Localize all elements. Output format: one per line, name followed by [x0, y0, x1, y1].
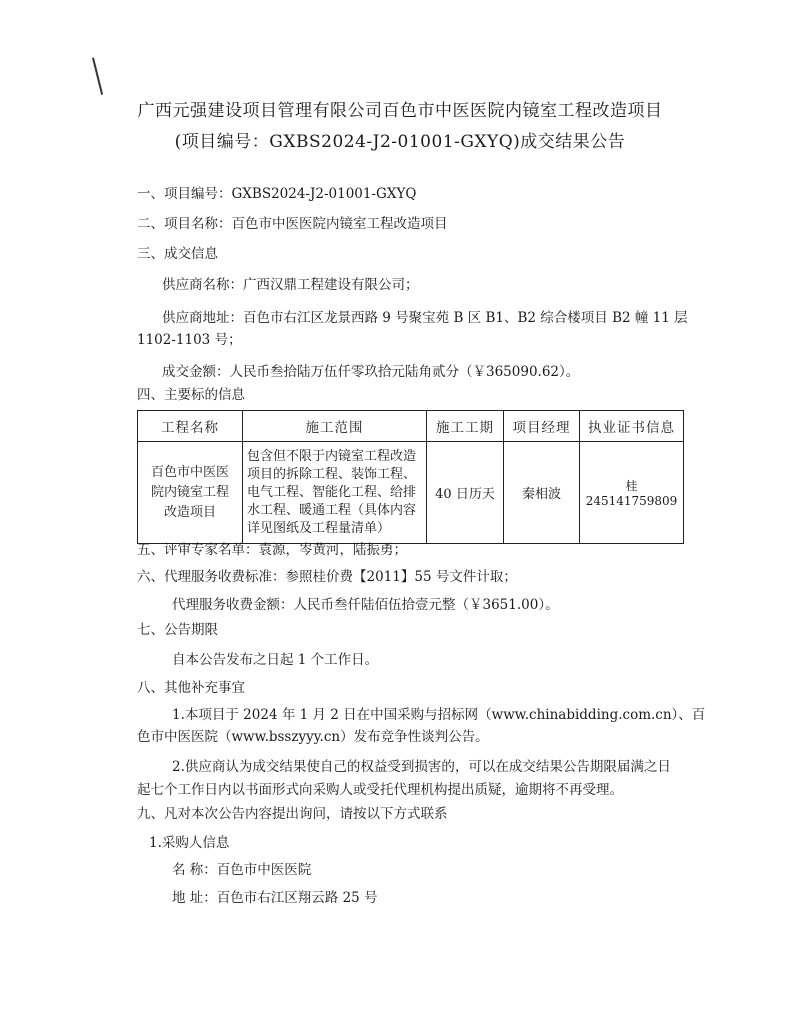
- agency-fee-amount: 代理服务收费金额：人民币叁仟陆佰伍拾壹元整（￥3651.00）。: [172, 597, 559, 613]
- cell-scope: [243, 442, 427, 544]
- table-header-row: [138, 411, 684, 442]
- project-name-line: 院内镜室工程: [150, 484, 229, 500]
- section-other-matters: 八、其他补充事宜: [137, 680, 245, 696]
- header-certificate: 执业证书信息: [580, 411, 684, 442]
- header-duration: 施工工期: [427, 411, 504, 442]
- title-line-1: 广西元强建设项目管理有限公司百色市中医医院内镜室工程改造项目: [137, 101, 663, 121]
- notice-period-text: 自本公告发布之日起 1 个工作日。: [172, 652, 379, 668]
- section-deal-info: 三、成交信息: [137, 246, 218, 262]
- table-row: [138, 442, 684, 544]
- supplier-name: 供应商名称：广西汉鼎工程建设有限公司；: [162, 277, 419, 293]
- header-project-name: 工程名称: [138, 411, 243, 442]
- section-main-subject: 四、主要标的信息: [137, 387, 245, 403]
- cell-manager: 秦相波: [504, 442, 580, 544]
- supplier-address-line-2: 1102-1103 号；: [137, 332, 242, 348]
- note-1-line-2: 色市中医医院（www.bsszyyy.cn）发布竞争性谈判公告。: [137, 729, 489, 745]
- section-contact: 九、凡对本次公告内容提出询问，请按以下方式联系: [137, 806, 448, 822]
- title-line-2: (项目编号：GXBS2024-J2-01001-GXYQ)成交结果公告: [174, 132, 626, 152]
- project-name-line: 改造项目: [163, 504, 216, 520]
- header-scope: 施工范围: [243, 411, 427, 442]
- scope-line: 项目的拆除工程、装饰工程、: [247, 466, 417, 482]
- note-2-line-2: 起七个工作日内以书面形式向采购人或受托代理机构提出质疑，逾期将不再受理。: [137, 782, 623, 798]
- subject-table: [137, 410, 684, 544]
- section-review-experts: 五、评审专家名单：袁源，岑黄河，陆振勇；: [137, 542, 407, 558]
- buyer-address: 地 址：百色市右江区翔云路 25 号: [172, 890, 378, 906]
- scope-line: 包含但不限于内镜室工程改造: [247, 448, 417, 464]
- cell-duration: 40 日历天: [427, 442, 504, 544]
- supplier-address-line-1: 供应商地址：百色市右江区龙景西路 9 号聚宝苑 B 区 B1、B2 综合楼项目 B2 幢 11 层: [162, 310, 688, 326]
- buyer-name: 名 称：百色市中医医院: [172, 862, 312, 878]
- note-2-line-1: 2.供应商认为成交结果使自己的权益受到损害的，可以在成交结果公告期限届满之日: [172, 759, 671, 775]
- scope-line: 详见图纸及工程量清单）: [247, 520, 391, 536]
- section-project-number: 一、项目编号：GXBS2024-J2-01001-GXYQ: [137, 186, 417, 202]
- header-manager: 项目经理: [504, 411, 580, 442]
- buyer-info-title: 1.采购人信息: [149, 835, 230, 851]
- deal-amount: 成交金额：人民币叁拾陆万伍仟零玖拾元陆角贰分（￥365090.62）。: [162, 364, 580, 380]
- section-project-name: 二、项目名称：百色市中医医院内镜室工程改造项目: [137, 216, 448, 232]
- section-agency-fee-standard: 六、代理服务收费标准：参照桂价费【2011】55 号文件计取；: [137, 569, 517, 585]
- project-name-line: 百色市中医医: [150, 464, 229, 480]
- pen-mark: [92, 58, 103, 95]
- cell-project-name: [138, 442, 243, 544]
- section-notice-period: 七、公告期限: [137, 622, 218, 638]
- scope-line: 电气工程、智能化工程、给排: [247, 484, 417, 500]
- scope-line: 水工程、暖通工程（具体内容: [247, 502, 417, 518]
- cell-certificate: 桂 245141759809: [580, 442, 684, 544]
- note-1-line-1: 1.本项目于 2024 年 1 月 2 日在中国采购与招标网（www.chinabidding.com.cn）、百: [172, 707, 706, 723]
